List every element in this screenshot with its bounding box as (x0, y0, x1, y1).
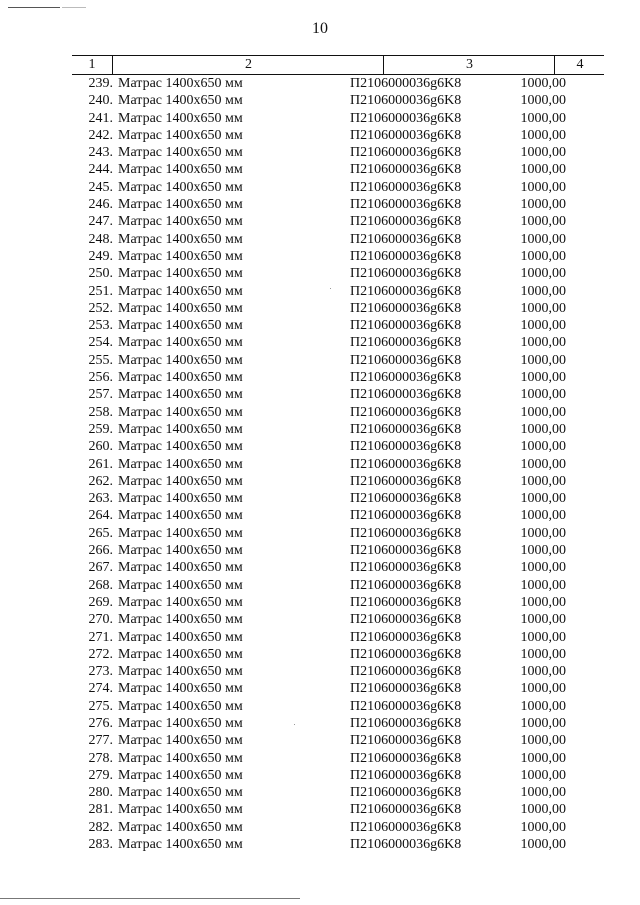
item-name: Матрас 1400х650 мм (118, 387, 243, 403)
item-name: Матрас 1400х650 мм (118, 300, 243, 316)
item-name: Матрас 1400х650 мм (118, 733, 243, 749)
item-name: Матрас 1400х650 мм (118, 681, 243, 697)
item-name: Матрас 1400х650 мм (118, 664, 243, 680)
scan-speck (294, 724, 295, 725)
item-price: 1000,00 (520, 387, 566, 403)
item-code: П2106000036g6K8 (350, 439, 462, 455)
item-code: П2106000036g6K8 (350, 76, 462, 91)
item-price: 1000,00 (520, 214, 566, 230)
item-name: Матрас 1400х650 мм (118, 560, 243, 576)
row-number: 258. (88, 404, 113, 420)
item-name: Матрас 1400х650 мм (118, 508, 243, 524)
row-number: 243. (88, 145, 113, 161)
row-number: 262. (88, 473, 113, 489)
table-row (72, 784, 604, 801)
item-code: П2106000036g6K8 (350, 491, 462, 507)
item-price: 1000,00 (520, 646, 566, 662)
item-code: П2106000036g6K8 (350, 629, 462, 645)
table-row (72, 819, 604, 836)
row-number: 248. (88, 231, 113, 247)
row-number: 265. (88, 525, 113, 541)
row-number: 282. (88, 819, 113, 835)
item-price: 1000,00 (520, 404, 566, 420)
item-price: 1000,00 (520, 145, 566, 161)
table-row (72, 283, 604, 300)
table-row (72, 127, 604, 144)
item-code: П2106000036g6K8 (350, 248, 462, 264)
row-number: 250. (88, 266, 113, 282)
row-number: 253. (88, 318, 113, 334)
item-name: Матрас 1400х650 мм (118, 837, 243, 853)
item-price: 1000,00 (520, 352, 566, 368)
item-name: Матрас 1400х650 мм (118, 456, 243, 472)
row-number: 276. (88, 715, 113, 731)
item-code: П2106000036g6K8 (350, 802, 462, 818)
item-code: П2106000036g6K8 (350, 145, 462, 161)
row-number: 249. (88, 248, 113, 264)
scan-edge-mark (62, 7, 86, 8)
table-row (72, 767, 604, 784)
item-code: П2106000036g6K8 (350, 456, 462, 472)
row-number: 239. (88, 76, 113, 91)
items-table (72, 55, 604, 853)
item-code: П2106000036g6K8 (350, 266, 462, 282)
item-price: 1000,00 (520, 335, 566, 351)
item-name: Матрас 1400х650 мм (118, 421, 243, 437)
item-code: П2106000036g6K8 (350, 283, 462, 299)
item-code: П2106000036g6K8 (350, 785, 462, 801)
item-name: Матрас 1400х650 мм (118, 370, 243, 386)
item-name: Матрас 1400х650 мм (118, 162, 243, 178)
item-name: Матрас 1400х650 мм (118, 179, 243, 195)
row-number: 246. (88, 197, 113, 213)
item-name: Матрас 1400х650 мм (118, 352, 243, 368)
item-code: П2106000036g6K8 (350, 577, 462, 593)
item-code: П2106000036g6K8 (350, 421, 462, 437)
table-row (72, 161, 604, 178)
item-code: П2106000036g6K8 (350, 715, 462, 731)
item-price: 1000,00 (520, 837, 566, 853)
scan-edge-mark (0, 898, 300, 899)
table-row (72, 456, 604, 473)
table-row (72, 438, 604, 455)
table-row (72, 317, 604, 334)
row-number: 275. (88, 698, 113, 714)
item-code: П2106000036g6K8 (350, 750, 462, 766)
table-row (72, 248, 604, 265)
table-row (72, 732, 604, 749)
table-row (72, 144, 604, 161)
item-name: Матрас 1400х650 мм (118, 698, 243, 714)
row-number: 269. (88, 594, 113, 610)
table-row (72, 594, 604, 611)
item-price: 1000,00 (520, 318, 566, 334)
item-code: П2106000036g6K8 (350, 404, 462, 420)
item-price: 1000,00 (520, 785, 566, 801)
table-header-row (72, 55, 604, 75)
item-price: 1000,00 (520, 508, 566, 524)
table-row (72, 404, 604, 421)
item-name: Матрас 1400х650 мм (118, 266, 243, 282)
item-price: 1000,00 (520, 594, 566, 610)
item-code: П2106000036g6K8 (350, 93, 462, 109)
table-row (72, 559, 604, 576)
item-name: Матрас 1400х650 мм (118, 93, 243, 109)
item-price: 1000,00 (520, 179, 566, 195)
row-number: 252. (88, 300, 113, 316)
table-body (72, 75, 604, 853)
item-code: П2106000036g6K8 (350, 664, 462, 680)
row-number: 270. (88, 612, 113, 628)
row-number: 242. (88, 127, 113, 143)
row-number: 245. (88, 179, 113, 195)
table-row (72, 490, 604, 507)
row-number: 255. (88, 352, 113, 368)
table-row (72, 196, 604, 213)
item-code: П2106000036g6K8 (350, 179, 462, 195)
row-number: 266. (88, 543, 113, 559)
row-number: 280. (88, 785, 113, 801)
item-code: П2106000036g6K8 (350, 612, 462, 628)
item-price: 1000,00 (520, 370, 566, 386)
table-header-cell: 2 (112, 56, 384, 74)
table-header-cell: 1 (88, 57, 96, 72)
item-code: П2106000036g6K8 (350, 162, 462, 178)
item-code: П2106000036g6K8 (350, 335, 462, 351)
item-price: 1000,00 (520, 491, 566, 507)
item-name: Матрас 1400х650 мм (118, 231, 243, 247)
row-number: 257. (88, 387, 113, 403)
row-number: 261. (88, 456, 113, 472)
row-number: 267. (88, 560, 113, 576)
table-row (72, 265, 604, 282)
item-price: 1000,00 (520, 629, 566, 645)
item-price: 1000,00 (520, 560, 566, 576)
item-code: П2106000036g6K8 (350, 370, 462, 386)
item-name: Матрас 1400х650 мм (118, 197, 243, 213)
item-price: 1000,00 (520, 733, 566, 749)
item-code: П2106000036g6K8 (350, 318, 462, 334)
table-row (72, 352, 604, 369)
item-name: Матрас 1400х650 мм (118, 785, 243, 801)
item-name: Матрас 1400х650 мм (118, 335, 243, 351)
item-name: Матрас 1400х650 мм (118, 767, 243, 783)
item-name: Матрас 1400х650 мм (118, 283, 243, 299)
table-row (72, 525, 604, 542)
item-name: Матрас 1400х650 мм (118, 594, 243, 610)
item-price: 1000,00 (520, 456, 566, 472)
item-name: Матрас 1400х650 мм (118, 76, 243, 91)
row-number: 241. (88, 110, 113, 126)
item-code: П2106000036g6K8 (350, 560, 462, 576)
table-row (72, 300, 604, 317)
row-number: 271. (88, 629, 113, 645)
item-price: 1000,00 (520, 577, 566, 593)
item-name: Матрас 1400х650 мм (118, 629, 243, 645)
item-code: П2106000036g6K8 (350, 473, 462, 489)
item-code: П2106000036g6K8 (350, 819, 462, 835)
item-name: Матрас 1400х650 мм (118, 110, 243, 126)
item-price: 1000,00 (520, 110, 566, 126)
item-code: П2106000036g6K8 (350, 767, 462, 783)
row-number: 274. (88, 681, 113, 697)
table-row (72, 542, 604, 559)
item-code: П2106000036g6K8 (350, 681, 462, 697)
row-number: 278. (88, 750, 113, 766)
item-code: П2106000036g6K8 (350, 214, 462, 230)
row-number: 240. (88, 93, 113, 109)
item-code: П2106000036g6K8 (350, 508, 462, 524)
table-row (72, 92, 604, 109)
row-number: 244. (88, 162, 113, 178)
item-price: 1000,00 (520, 819, 566, 835)
table-header-cell: 3 (383, 56, 555, 74)
row-number: 260. (88, 439, 113, 455)
scan-speck (330, 288, 331, 289)
item-code: П2106000036g6K8 (350, 387, 462, 403)
row-number: 247. (88, 214, 113, 230)
table-row (72, 577, 604, 594)
table-row (72, 611, 604, 628)
item-name: Матрас 1400х650 мм (118, 819, 243, 835)
item-name: Матрас 1400х650 мм (118, 248, 243, 264)
scan-edge-mark (8, 7, 60, 8)
table-row (72, 680, 604, 697)
item-name: Матрас 1400х650 мм (118, 525, 243, 541)
item-code: П2106000036g6K8 (350, 110, 462, 126)
row-number: 256. (88, 370, 113, 386)
item-price: 1000,00 (520, 750, 566, 766)
table-row (72, 334, 604, 351)
table-row (72, 179, 604, 196)
item-price: 1000,00 (520, 76, 566, 91)
item-name: Матрас 1400х650 мм (118, 646, 243, 662)
item-name: Матрас 1400х650 мм (118, 318, 243, 334)
item-name: Матрас 1400х650 мм (118, 802, 243, 818)
item-name: Матрас 1400х650 мм (118, 439, 243, 455)
item-code: П2106000036g6K8 (350, 127, 462, 143)
item-name: Матрас 1400х650 мм (118, 612, 243, 628)
item-price: 1000,00 (520, 421, 566, 437)
item-price: 1000,00 (520, 473, 566, 489)
table-row (72, 801, 604, 818)
item-code: П2106000036g6K8 (350, 197, 462, 213)
item-code: П2106000036g6K8 (350, 733, 462, 749)
row-number: 254. (88, 335, 113, 351)
table-row (72, 75, 604, 92)
item-price: 1000,00 (520, 715, 566, 731)
table-row (72, 231, 604, 248)
table-row (72, 750, 604, 767)
item-code: П2106000036g6K8 (350, 646, 462, 662)
table-row (72, 646, 604, 663)
row-number: 259. (88, 421, 113, 437)
item-price: 1000,00 (520, 231, 566, 247)
item-price: 1000,00 (520, 266, 566, 282)
item-code: П2106000036g6K8 (350, 300, 462, 316)
item-price: 1000,00 (520, 543, 566, 559)
item-code: П2106000036g6K8 (350, 525, 462, 541)
item-price: 1000,00 (520, 162, 566, 178)
table-row (72, 715, 604, 732)
table-row (72, 369, 604, 386)
item-price: 1000,00 (520, 248, 566, 264)
table-row (72, 110, 604, 127)
table-row (72, 386, 604, 403)
item-price: 1000,00 (520, 802, 566, 818)
item-name: Матрас 1400х650 мм (118, 577, 243, 593)
item-name: Матрас 1400х650 мм (118, 473, 243, 489)
item-price: 1000,00 (520, 127, 566, 143)
item-price: 1000,00 (520, 612, 566, 628)
row-number: 281. (88, 802, 113, 818)
item-price: 1000,00 (520, 664, 566, 680)
row-number: 279. (88, 767, 113, 783)
row-number: 273. (88, 664, 113, 680)
row-number: 251. (88, 283, 113, 299)
item-code: П2106000036g6K8 (350, 837, 462, 853)
item-name: Матрас 1400х650 мм (118, 404, 243, 420)
item-code: П2106000036g6K8 (350, 352, 462, 368)
item-code: П2106000036g6K8 (350, 594, 462, 610)
item-price: 1000,00 (520, 681, 566, 697)
table-row (72, 213, 604, 230)
item-price: 1000,00 (520, 698, 566, 714)
item-name: Матрас 1400х650 мм (118, 127, 243, 143)
row-number: 277. (88, 733, 113, 749)
page-number: 10 (312, 20, 328, 37)
item-name: Матрас 1400х650 мм (118, 145, 243, 161)
item-code: П2106000036g6K8 (350, 698, 462, 714)
table-row (72, 698, 604, 715)
item-price: 1000,00 (520, 197, 566, 213)
item-price: 1000,00 (520, 767, 566, 783)
item-code: П2106000036g6K8 (350, 543, 462, 559)
table-row (72, 473, 604, 490)
item-price: 1000,00 (520, 439, 566, 455)
item-price: 1000,00 (520, 283, 566, 299)
item-price: 1000,00 (520, 93, 566, 109)
table-row (72, 836, 604, 853)
item-name: Матрас 1400х650 мм (118, 543, 243, 559)
item-price: 1000,00 (520, 300, 566, 316)
row-number: 268. (88, 577, 113, 593)
table-row (72, 421, 604, 438)
item-name: Матрас 1400х650 мм (118, 214, 243, 230)
row-number: 283. (88, 837, 113, 853)
row-number: 264. (88, 508, 113, 524)
item-name: Матрас 1400х650 мм (118, 750, 243, 766)
item-price: 1000,00 (520, 525, 566, 541)
row-number: 272. (88, 646, 113, 662)
table-header-cell: 4 (554, 56, 605, 74)
item-name: Матрас 1400х650 мм (118, 491, 243, 507)
item-code: П2106000036g6K8 (350, 231, 462, 247)
row-number: 263. (88, 491, 113, 507)
item-name: Матрас 1400х650 мм (118, 715, 243, 731)
table-row (72, 663, 604, 680)
table-row (72, 629, 604, 646)
table-row (72, 507, 604, 524)
